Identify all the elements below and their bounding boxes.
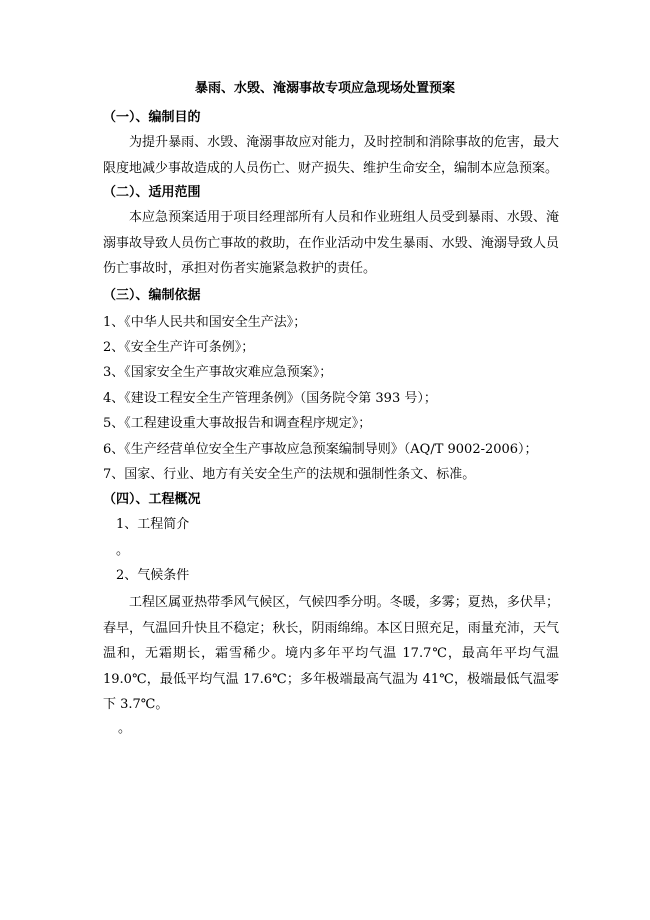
section-heading-scope: （二）、适用范围: [103, 185, 201, 200]
basis-list-item: 6、《生产经营单位安全生产事故应急预案编制导则》（AQ/T 9002-2006）；: [103, 442, 538, 457]
basis-list-item: 3、《国家安全生产事故灾难应急预案》；: [103, 365, 333, 380]
section-paragraph-purpose: 为提升暴雨、水毁、淹溺事故应对能力，及时控制和消除事故的危害，最大限度地减少事故造成的人员伤亡、财产损失、维护生命安全，编制本应急预案。: [103, 135, 559, 176]
section-heading-purpose: （一）、编制目的: [103, 110, 201, 125]
section-heading-overview: （四）、工程概况: [103, 492, 201, 507]
climate-paragraph: 工程区属亚热带季风气候区，气候四季分明。冬暖，多雾；夏热，多伏旱；春早，气温回升快且不稳定；秋长，阴雨绵绵。本区日照充足，雨量充沛，天气温和，无霜期长，霜雪稀少。境内多年平均气温 17.7℃，最高年平均气温 19.0℃，最低平均气温 17.6℃；多年极端最高气温为 41℃，极端最低气温零下 3.7℃。: [103, 595, 559, 712]
basis-list-item: 1、《中华人民共和国安全生产法》；: [103, 315, 307, 330]
basis-list-item: 4、《建设工程安全生产管理条例》（国务院令第 393 号）；: [103, 391, 437, 406]
end-mark: 。: [118, 721, 132, 736]
basis-list-item: 2、《安全生产许可条例》；: [103, 340, 255, 355]
basis-list-item: 5、《工程建设重大事故报告和调查程序规定》；: [103, 416, 372, 431]
basis-list-item: 7、国家、行业、地方有关安全生产的法规和强制性条文、标准。: [103, 467, 476, 482]
document-title: 暴雨、水毁、淹溺事故专项应急现场处置预案: [194, 81, 455, 96]
section-heading-basis: （三）、编制依据: [103, 288, 201, 303]
project-intro-content: 。: [116, 543, 130, 558]
subsection-climate: 2、气候条件: [116, 568, 190, 583]
section-paragraph-scope: 本应急预案适用于项目经理部所有人员和作业班组人员受到暴雨、水毁、淹溺事故导致人员伤亡事故的救助，在作业活动中发生暴雨、水毁、淹溺导致人员伤亡事故时，承担对伤者实施紧急救护的责任。: [103, 210, 559, 276]
subsection-project-intro: 1、工程简介: [116, 517, 190, 532]
